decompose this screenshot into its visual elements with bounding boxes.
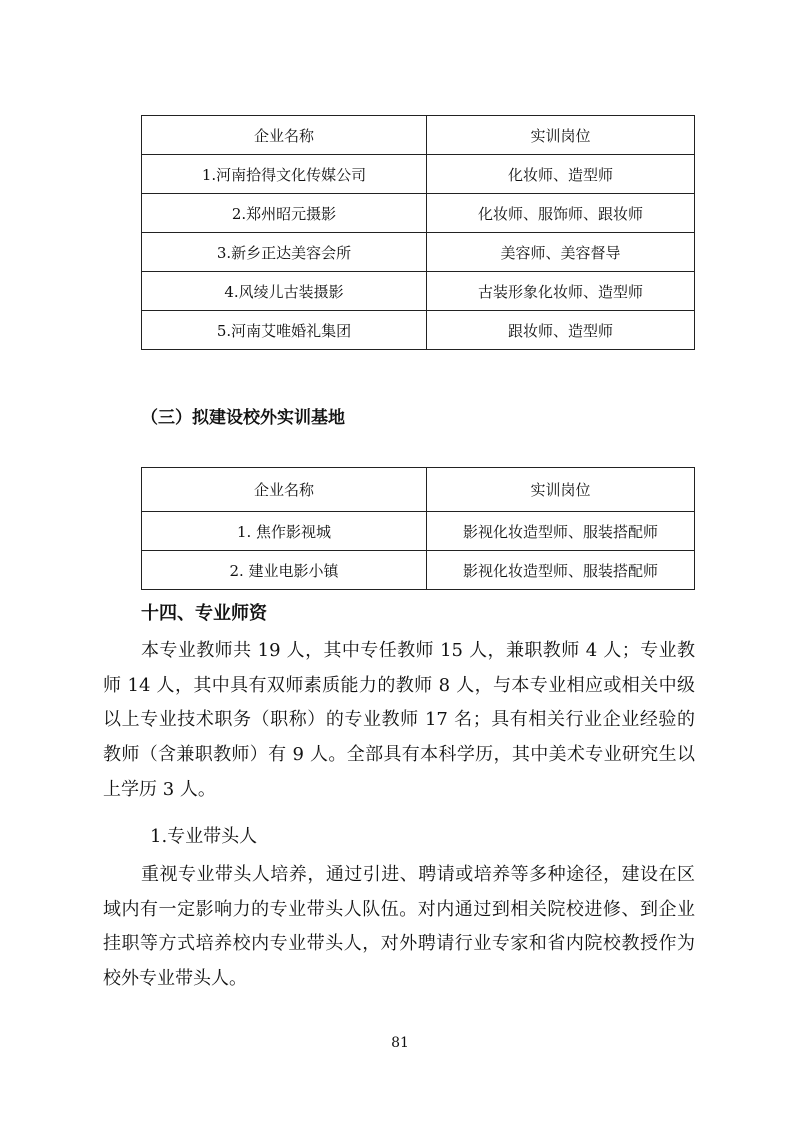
header-training-position: 实训岗位 (427, 116, 695, 155)
faculty-paragraph: 本专业教师共 19 人，其中专任教师 15 人，兼职教师 4 人；专业教师 14 人，其中具有双师素质能力的教师 8 人，与本专业相应或相关中级以上专业技术职务（职称）的专业教师 17 名；具有相关行业企业经验的教师（含兼职教师）有 9 人。全部具有本科学历，其中美术专业研究生以上学历 3 人。 (103, 640, 695, 800)
header-company-name: 企业名称 (142, 468, 427, 512)
company-cell: 1. 焦作影视城 (142, 512, 427, 551)
section-heading-faculty: 十四、专业师资 (141, 603, 267, 624)
header-company-name: 企业名称 (142, 116, 427, 155)
page-number: 81 (391, 1035, 409, 1051)
training-positions-table (141, 115, 695, 350)
position-cell: 跟妆师、造型师 (427, 311, 695, 350)
planned-bases-table (141, 467, 695, 590)
table-row (142, 194, 695, 233)
table-header-row (142, 468, 695, 512)
table-row (142, 551, 695, 590)
subheading-program-leader: 1.专业带头人 (150, 826, 258, 847)
company-cell: 1.河南拾得文化传媒公司 (142, 155, 427, 194)
header-training-position: 实训岗位 (427, 468, 695, 512)
company-cell: 3.新乡正达美容会所 (142, 233, 427, 272)
section-heading-planned-bases: （三）拟建设校外实训基地 (141, 408, 345, 428)
position-cell: 古装形象化妆师、造型师 (427, 272, 695, 311)
company-cell: 4.风绫儿古装摄影 (142, 272, 427, 311)
company-cell: 2.郑州昭元摄影 (142, 194, 427, 233)
position-cell: 影视化妆造型师、服装搭配师 (427, 512, 695, 551)
table-row (142, 233, 695, 272)
table-header-row (142, 116, 695, 155)
program-leader-paragraph: 重视专业带头人培养，通过引进、聘请或培养等多种途径，建设在区域内有一定影响力的专业带头人队伍。对内通过到相关院校进修、到企业挂职等方式培养校内专业带头人，对外聘请行业专家和省内院校教授作为校外专业带头人。 (103, 864, 695, 990)
company-cell: 2. 建业电影小镇 (142, 551, 427, 590)
table-row (142, 512, 695, 551)
position-cell: 化妆师、造型师 (427, 155, 695, 194)
position-cell: 化妆师、服饰师、跟妆师 (427, 194, 695, 233)
table-row (142, 272, 695, 311)
table-row (142, 155, 695, 194)
position-cell: 美容师、美容督导 (427, 233, 695, 272)
position-cell: 影视化妆造型师、服装搭配师 (427, 551, 695, 590)
company-cell: 5.河南艾唯婚礼集团 (142, 311, 427, 350)
table-row (142, 311, 695, 350)
